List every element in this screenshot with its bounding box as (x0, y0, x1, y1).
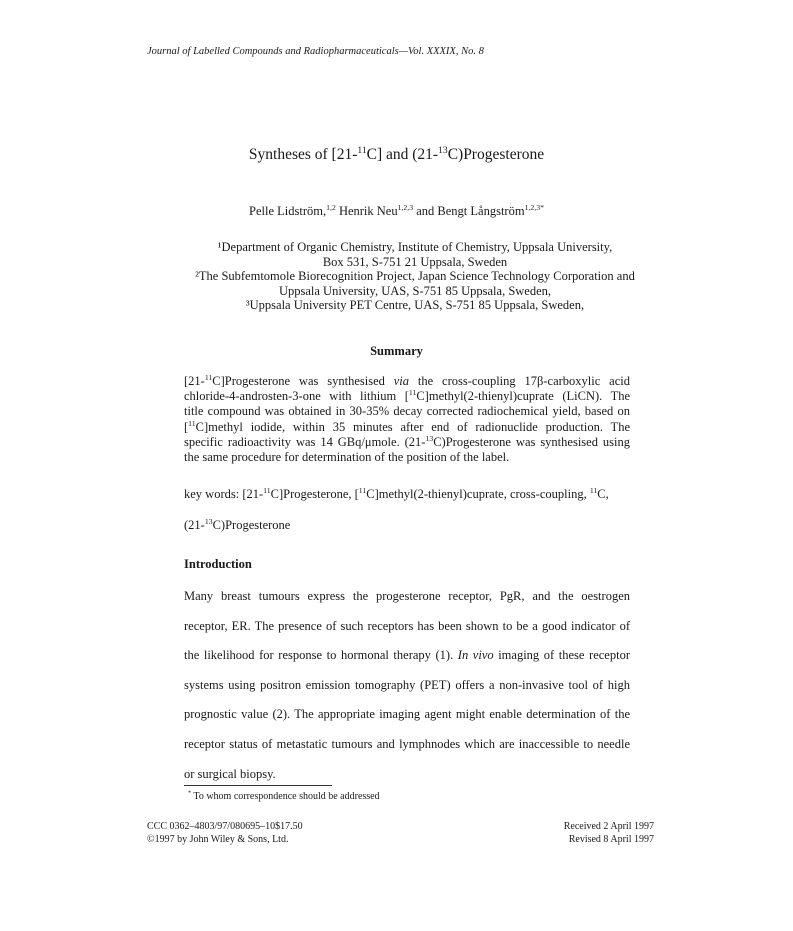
summary-line: chloride-4-androsten-3-one with lithium [$^{11}$C]methyl(2-thienyl)cuprate (LiCN). The (184, 388, 631, 404)
intro-line: Many breast tumours express the progesterone receptor, PgR, and the oestrogen (184, 589, 630, 603)
summary-heading: Summary (370, 344, 423, 358)
intro-line: systems using positron emission tomography (PET) offers a non-invasive tool of high (184, 677, 630, 692)
affiliations (120, 240, 710, 313)
intro-line: receptor status of metastatic tumours and lymphnodes which are inaccessible to needle (184, 736, 630, 751)
footnote-divider (184, 785, 332, 786)
keywords-continued: (21-$^{13}$C)Progesterone (184, 516, 291, 532)
intro-line: the likelihood for response to hormonal therapy (1). In vivo imaging of these receptor (184, 648, 630, 663)
journal-header: Journal of Labelled Compounds and Radiopharmaceuticals—Vol. XXXIX, No. 8 (147, 46, 484, 57)
author-2: Henrik Neu (335, 204, 398, 218)
article-title: Syntheses of [21-$^{11}$C] and (21-$^{13}$C)Progesterone (248, 144, 545, 163)
copyright: ©1997 by John Wiley & Sons, Ltd. (147, 834, 289, 845)
author-1: Pelle Lidström, (249, 204, 327, 218)
publication-info (147, 820, 303, 846)
affiliation-line: ¹Department of Organic Chemistry, Institute of Chemistry, Uppsala University, (217, 240, 613, 254)
introduction-text (184, 582, 630, 789)
intro-line: receptor, ER. The presence of such receptors has been shown to be a good indicator of (184, 618, 630, 633)
summary-line: the same procedure for determination of the position of the label. (184, 450, 510, 465)
summary-line: specific radioactivity was 14 GBq/μmole. (21-$^{13}$C)Progesterone was synthesised using (184, 433, 630, 449)
affiliation-line: Uppsala University, UAS, S-751 85 Uppsala, Sweden, (278, 283, 552, 298)
dates (520, 820, 654, 846)
revised-date: Revised 8 April 1997 (568, 834, 654, 845)
author-list: Pelle Lidström,$^{1,2}$ Henrik Neu$^{1,2,3}$ and Bengt Långström$^{1,2,3*}$ (249, 202, 544, 218)
summary-line: [21-$^{11}$C]Progesterone was synthesised via the cross-coupling 17β-carboxylic acid (184, 372, 630, 388)
summary-text (184, 374, 630, 465)
introduction-heading: Introduction (184, 557, 252, 571)
keywords: key words: [21-$^{11}$C]Progesterone, [$^{11}$C]methyl(2-thienyl)cuprate, cross-coupling, $^{11}$C, (184, 485, 609, 501)
affiliation-line: ²The Subfemtomole Biorecognition Project, Japan Science Technology Corporation and (195, 269, 635, 284)
correspondence-footnote: * To whom correspondence should be addressed (188, 789, 380, 802)
affiliation-line: Box 531, S-751 21 Uppsala, Sweden (322, 254, 508, 269)
intro-line: prognostic value (2). The appropriate imaging agent might enable determination of the (184, 707, 630, 722)
summary-line: title compound was obtained in 30-35% decay corrected radiochemical yield, based on (184, 404, 630, 419)
intro-line: or surgical biopsy. (184, 766, 276, 781)
author-3: and Bengt Långström (413, 204, 525, 218)
affiliation-line: ³Uppsala University PET Centre, UAS, S-751 85 Uppsala, Sweden, (245, 298, 585, 313)
summary-line: [$^{11}$C]methyl iodide, within 35 minutes after end of radionuclide production. The (184, 418, 630, 434)
received-date: Received 2 April 1997 (563, 821, 654, 832)
ccc-code: CCC 0362–4803/97/080695–10$17.50 (147, 821, 303, 832)
